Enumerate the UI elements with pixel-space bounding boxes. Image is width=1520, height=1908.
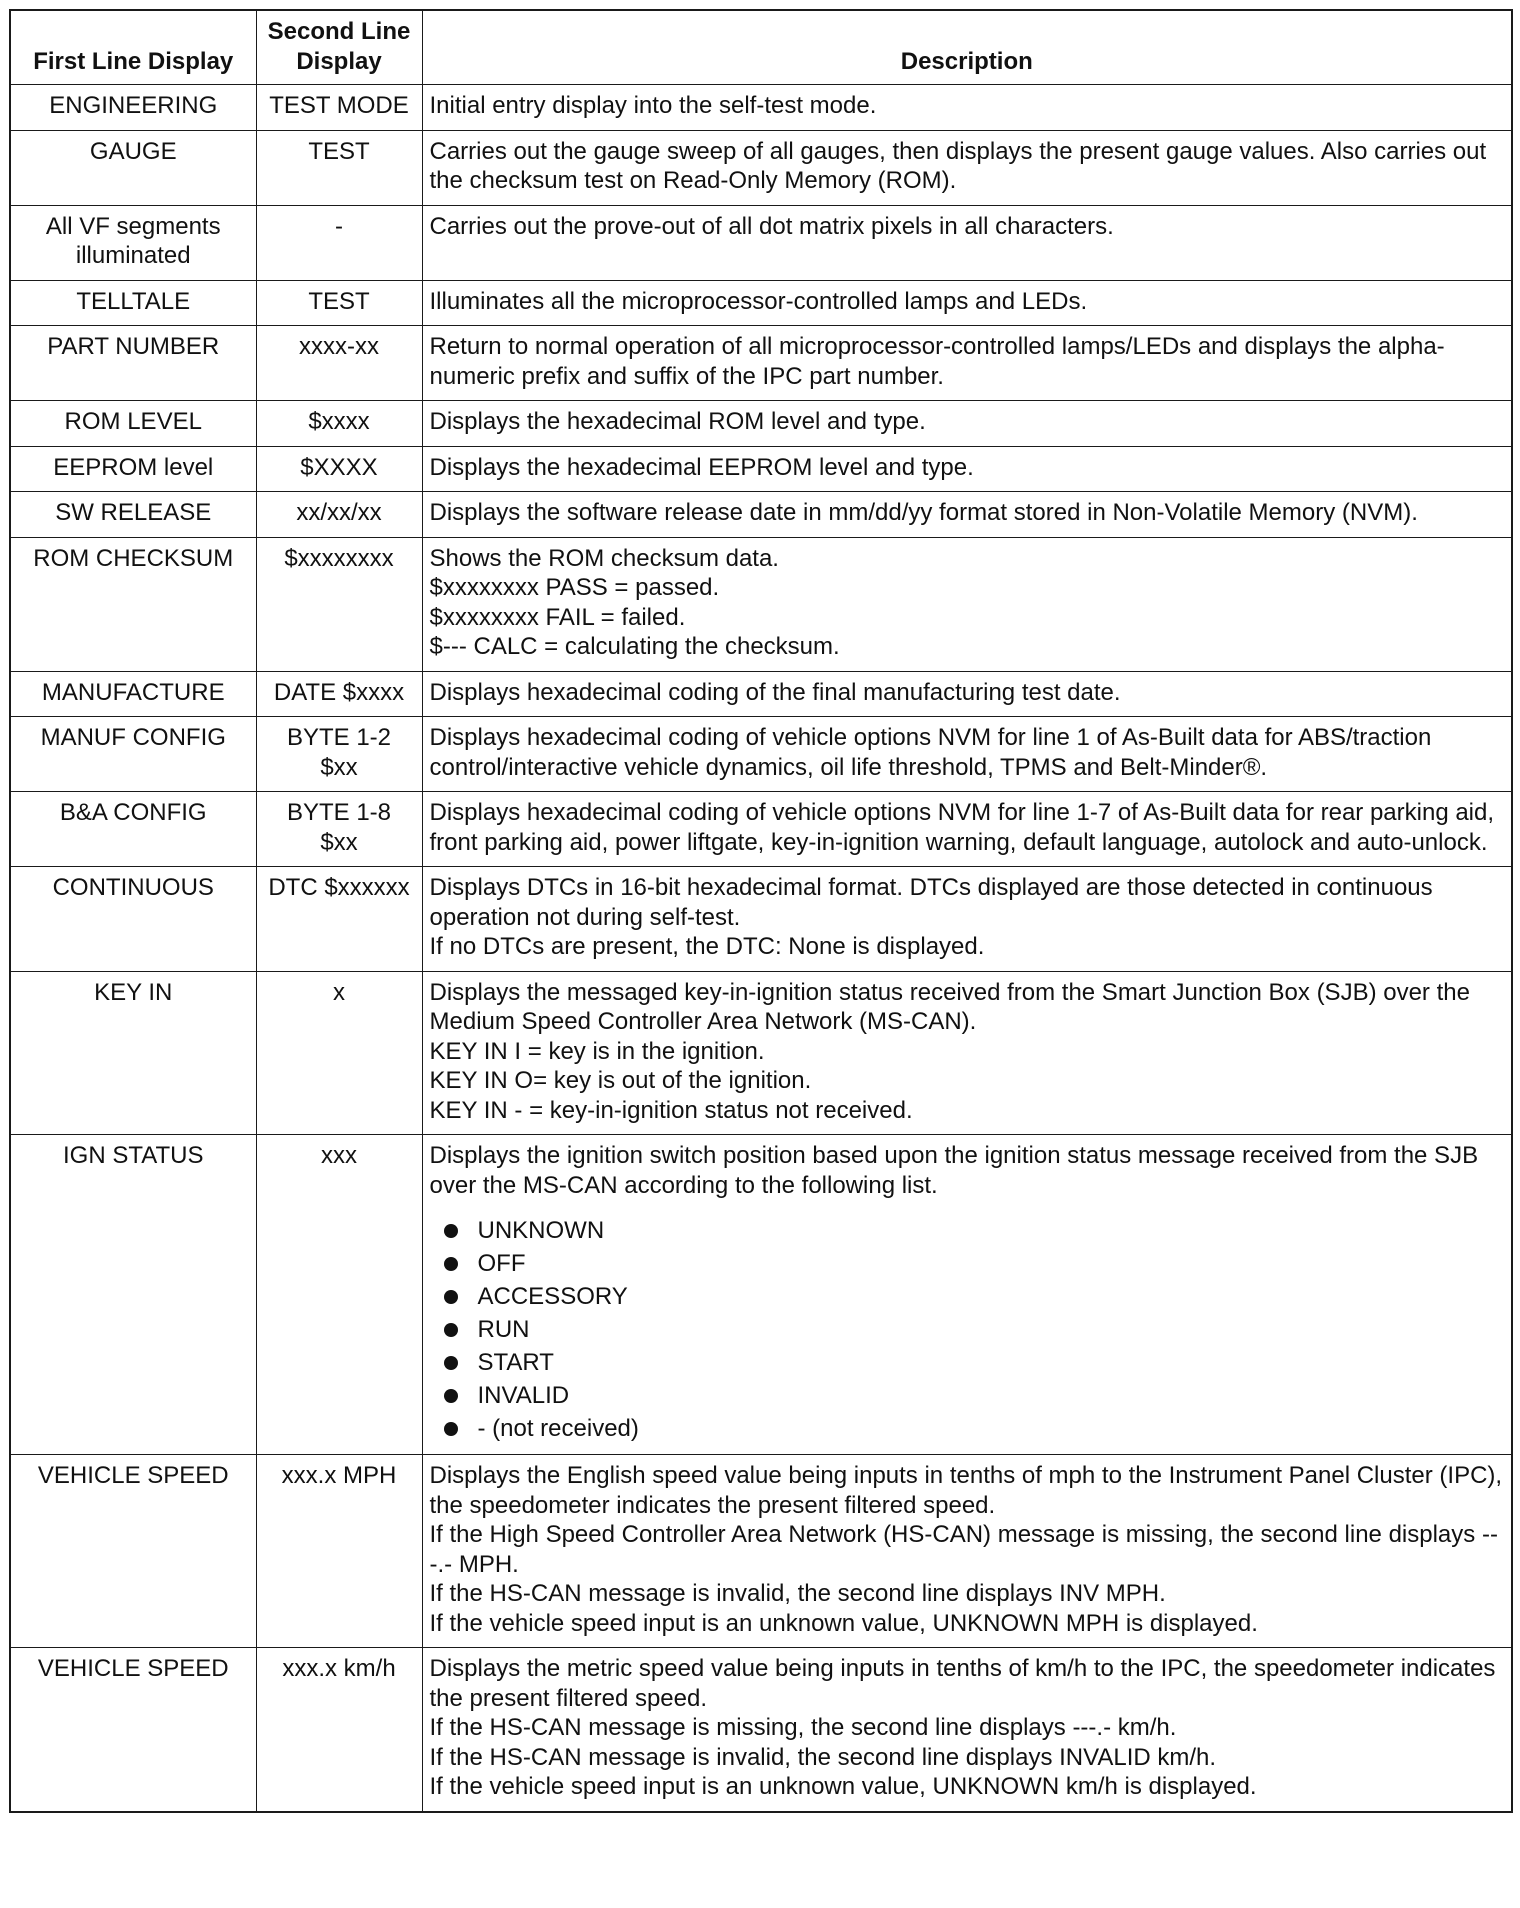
list-item-label: - (not received) [477,1414,639,1442]
second-line-display-cell [256,446,422,492]
description-cell-line: Displays the hexadecimal EEPROM level and type. [429,453,974,481]
description-cell [422,1455,1512,1648]
description-cell-line: Displays the software release date in mm/dd/yy format stored in Non-Volatile Memory (NVM). [429,499,1418,526]
header-first-line-display: First Line Display [10,10,256,85]
table-row [10,867,1512,972]
list-item-label: UNKNOWN [477,1216,605,1244]
description-cell-line: Displays hexadecimal coding of the final manufacturing test date. [429,678,1121,706]
first-line-display-cell-line: CONTINUOUS [52,874,214,901]
first-line-display-cell-line: EEPROM level [53,453,214,481]
list-item-label: OFF [477,1249,526,1277]
description-cell-line: $xxxxxxxx PASS = passed. [429,574,720,601]
bullet-icon [444,1224,458,1238]
second-line-display-cell-line: TEST [308,287,370,315]
second-line-display-cell-line: $xxxxxxxx [284,544,394,572]
first-line-display-cell [10,867,256,972]
description-cell-line: KEY IN I = key is in the ignition. [429,1037,765,1065]
second-line-display-cell [256,1135,422,1455]
list-item-label: ACCESSORY [477,1282,628,1310]
second-line-display-cell-line: $xx [320,828,358,856]
table-row [10,446,1512,492]
bullet-icon [444,1356,458,1370]
list-item-label: START [477,1348,554,1376]
header-description: Description [422,10,1512,85]
description-cell-line: If the vehicle speed input is an unknown value, UNKNOWN MPH is displayed. [429,1609,1258,1637]
description-cell-line: Displays hexadecimal coding of vehicle options NVM for line 1 of As-Built data for ABS/traction control/interactive vehicle dynamics, oil life threshold, TPMS and Belt-Minder®. [429,724,1432,781]
description-cell [422,130,1512,205]
second-line-display-cell-line: DATE $xxxx [273,678,405,706]
first-line-display-cell [10,971,256,1135]
first-line-display-cell-line: VEHICLE SPEED [37,1462,229,1489]
first-line-display-cell [10,717,256,792]
description-cell-line: If the vehicle speed input is an unknown value, UNKNOWN km/h is displayed. [429,1773,1257,1800]
first-line-display-cell [10,401,256,447]
header-row [10,10,1512,85]
list-item [444,1346,1505,1379]
description-cell [422,671,1512,717]
table-row [10,971,1512,1135]
description-cell-line: Carries out the gauge sweep of all gauges, then displays the present gauge values. Also carries out the checksum test on Read-Only Memory (ROM). [429,137,1487,194]
first-line-display-cell-line: VEHICLE SPEED [37,1655,229,1682]
table-row [10,671,1512,717]
first-line-display-cell-line: TELLTALE [76,287,191,315]
description-cell-line: $xxxxxxxx FAIL = failed. [429,603,686,631]
table-row [10,1135,1512,1455]
description-cell-line: If no DTCs are present, the DTC: None is displayed. [429,933,985,960]
description-cell-line: If the High Speed Controller Area Network (HS-CAN) message is missing, the second line displays ---.- MPH. [429,1521,1498,1578]
header-second-line-display [256,10,422,85]
table-row [10,537,1512,671]
second-line-display-cell [256,85,422,131]
second-line-display-cell-line: TEST MODE [269,92,409,119]
self-test-display-table [9,9,1513,1813]
first-line-display-cell-line: MANUF CONFIG [40,724,226,751]
description-cell-line: KEY IN O= key is out of the ignition. [429,1067,812,1094]
description-cell-line: Shows the ROM checksum data. [429,544,779,572]
description-cell [422,1648,1512,1812]
table-row [10,1455,1512,1648]
first-line-display-cell [10,1455,256,1648]
second-line-display-cell-line: BYTE 1-2 [286,724,392,751]
description-cell-line: If the HS-CAN message is missing, the second line displays ---.- km/h. [429,1714,1177,1741]
description-cell-line: KEY IN - = key-in-ignition status not received. [429,1096,913,1124]
first-line-display-cell [10,1648,256,1812]
bullet-icon [444,1257,458,1271]
second-line-display-cell [256,280,422,326]
description-cell [422,280,1512,326]
table-row [10,130,1512,205]
second-line-display-cell [256,717,422,792]
second-line-display-cell [256,130,422,205]
list-item [444,1280,1505,1313]
first-line-display-cell [10,446,256,492]
first-line-display-cell-line: PART NUMBER [47,333,220,360]
description-cell-line: Carries out the prove-out of all dot matrix pixels in all characters. [429,212,1114,240]
description-cell [422,1135,1512,1455]
table-row [10,326,1512,401]
list-item [444,1313,1505,1346]
table-row [10,401,1512,447]
description-cell [422,446,1512,492]
second-line-display-cell [256,971,422,1135]
second-line-display-cell [256,1455,422,1648]
first-line-display-cell [10,205,256,280]
first-line-display-cell-line: illuminated [75,242,191,269]
second-line-display-cell-line: xxxx-xx [299,333,379,360]
description-cell [422,867,1512,972]
description-cell [422,326,1512,401]
bullet-icon [444,1323,458,1337]
second-line-display-cell-line: xxx.x MPH [281,1462,397,1489]
table-row [10,205,1512,280]
description-cell [422,401,1512,447]
first-line-display-cell [10,85,256,131]
first-line-display-cell [10,792,256,867]
description-cell [422,85,1512,131]
second-line-display-cell [256,792,422,867]
description-cell [422,717,1512,792]
list-item [444,1247,1505,1280]
description-cell-line: Displays DTCs in 16-bit hexadecimal format. DTCs displayed are those detected in continuous operation not during self-test. [429,874,1433,931]
first-line-display-cell [10,130,256,205]
first-line-display-cell-line: B&A CONFIG [59,799,207,826]
description-cell-line: Displays the metric speed value being inputs in tenths of km/h to the IPC, the speedometer indicates the present filtered speed. [429,1655,1496,1712]
first-line-display-cell-line: KEY IN [94,978,173,1006]
second-line-display-cell [256,326,422,401]
table-row [10,792,1512,867]
second-line-display-cell-line: xx/xx/xx [296,499,382,526]
header-second-line-1: Second Line [267,18,411,45]
table-row [10,717,1512,792]
description-cell [422,492,1512,538]
bullet-icon [444,1389,458,1403]
first-line-display-cell [10,1135,256,1455]
second-line-display-cell [256,537,422,671]
list-item [444,1379,1505,1412]
list-item [444,1412,1505,1445]
second-line-display-cell-line: xxx [321,1142,357,1169]
description-cell [422,971,1512,1135]
description-cell-line: Displays the messaged key-in-ignition status received from the Smart Junction Box (SJB) over the Medium Speed Controller Area Network (MS-CAN). [429,978,1470,1035]
bullet-icon [444,1422,458,1436]
second-line-display-cell [256,492,422,538]
second-line-display-cell-line: $xxxx [308,408,370,435]
description-cell-line: $--- CALC = calculating the checksum. [429,633,840,660]
first-line-display-cell-line: SW RELEASE [55,499,212,526]
table-body [10,85,1512,1812]
second-line-display-cell [256,867,422,972]
list-item [444,1214,1505,1247]
first-line-display-cell-line: MANUFACTURE [41,678,225,706]
description-cell [422,792,1512,867]
second-line-display-cell [256,1648,422,1812]
table-row [10,85,1512,131]
first-line-display-cell [10,280,256,326]
second-line-display-cell-line: $XXXX [300,453,378,481]
table-row [10,280,1512,326]
second-line-display-cell-line: DTC $xxxxxx [268,874,410,901]
description-cell-line: If the HS-CAN message is invalid, the second line displays INV MPH. [429,1580,1166,1607]
first-line-display-cell [10,537,256,671]
list-item-label: RUN [477,1315,530,1343]
second-line-display-cell-line: $xx [320,753,358,781]
first-line-display-cell-line: All VF segments [45,212,221,240]
first-line-display-cell [10,326,256,401]
first-line-display-cell-line: ENGINEERING [49,92,218,119]
ignition-status-list [430,1214,1505,1445]
second-line-display-cell [256,205,422,280]
description-cell [422,537,1512,671]
first-line-display-cell-line: ROM CHECKSUM [33,544,234,572]
second-line-display-cell [256,671,422,717]
second-line-display-cell-line: BYTE 1-8 [286,799,392,826]
description-cell-line: Initial entry display into the self-test mode. [429,92,877,119]
table-row [10,492,1512,538]
description-cell-line: Displays hexadecimal coding of vehicle options NVM for line 1-7 of As-Built data for rear parking aid, front parking aid, power liftgate, key-in-ignition warning, default language, autolock and auto-unlock. [429,799,1495,856]
first-line-display-cell [10,492,256,538]
description-cell-line: Displays the hexadecimal ROM level and type. [429,408,926,435]
description-cell-line: Displays the ignition switch position based upon the ignition status message received from the SJB over the MS-CAN according to the following list. [429,1142,1479,1199]
table-row [10,1648,1512,1812]
description-cell [422,205,1512,280]
description-cell-line: If the HS-CAN message is invalid, the second line displays INVALID km/h. [429,1743,1217,1771]
first-line-display-cell-line: ROM LEVEL [64,408,202,435]
description-cell-line: Illuminates all the microprocessor-controlled lamps and LEDs. [429,287,1088,315]
first-line-display-cell-line: GAUGE [89,137,177,165]
second-line-display-cell-line: - [335,212,343,240]
second-line-display-cell-line: TEST [308,137,370,165]
first-line-display-cell [10,671,256,717]
first-line-display-cell-line: IGN STATUS [63,1142,204,1169]
second-line-display-cell [256,401,422,447]
header-second-line-2: Display [296,47,382,75]
list-item-label: INVALID [477,1381,570,1409]
second-line-display-cell-line: x [333,978,345,1006]
description-cell-line: Displays the English speed value being inputs in tenths of mph to the Instrument Panel Cluster (IPC), the speedometer indicates the present filtered speed. [429,1462,1503,1519]
bullet-icon [444,1290,458,1304]
description-cell-line: Return to normal operation of all microprocessor-controlled lamps/LEDs and displays the alpha-numeric prefix and suffix of the IPC part number. [429,333,1445,390]
second-line-display-cell-line: xxx.x km/h [282,1655,396,1682]
